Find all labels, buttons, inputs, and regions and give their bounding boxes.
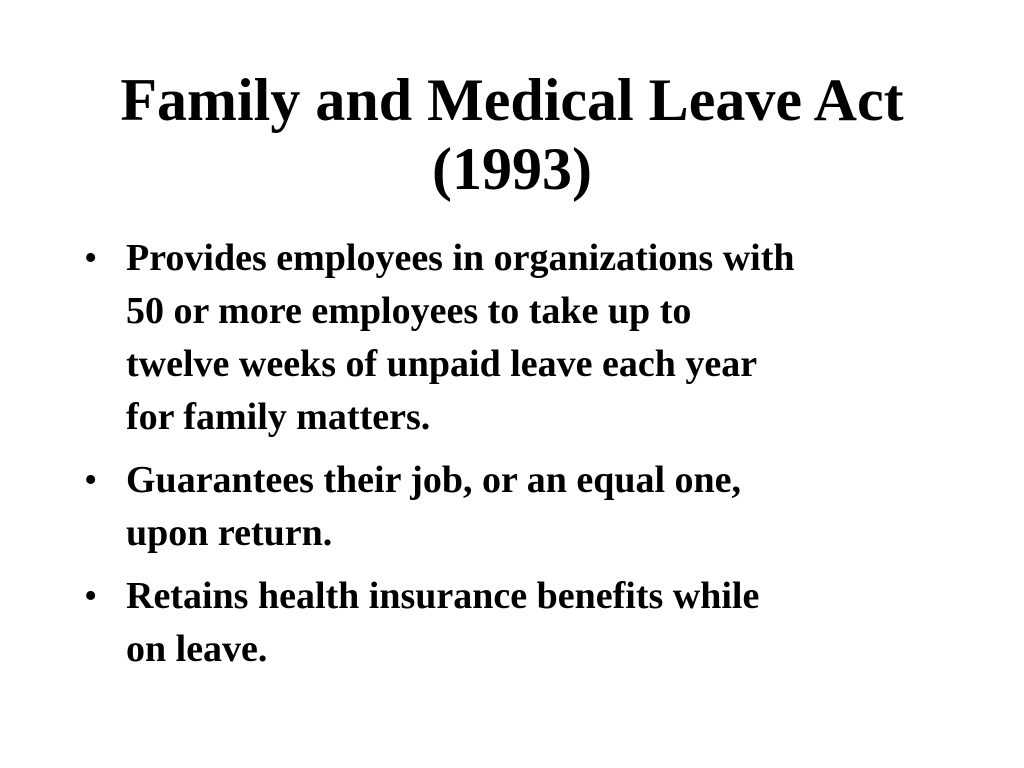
bullet-text — [126, 232, 964, 444]
slide-title — [60, 66, 964, 204]
title-line: Family and Medical Leave Act — [120, 67, 904, 133]
bullet-line: on leave. — [126, 628, 268, 670]
bullet-item — [84, 232, 964, 444]
bullet-line: 50 or more employees to take up to — [126, 290, 692, 332]
bullet-text — [126, 454, 964, 560]
bullet-item — [84, 570, 964, 676]
bullet-line: upon return. — [126, 512, 333, 554]
bullet-text — [126, 570, 964, 676]
bullet-item — [84, 454, 964, 560]
bullet-line: Retains health insurance benefits while — [126, 575, 760, 617]
bullet-line: twelve weeks of unpaid leave each year — [126, 343, 758, 385]
title-line: (1993) — [432, 136, 592, 202]
bullet-marker: • — [84, 237, 98, 279]
bullet-line: for family matters. — [126, 396, 431, 438]
bullet-line: Guarantees their job, or an equal one, — [126, 459, 742, 501]
bullet-marker: • — [84, 575, 98, 617]
bullet-list — [84, 232, 964, 686]
bullet-marker: • — [84, 459, 98, 501]
bullet-line: Provides employees in organizations with — [126, 237, 795, 279]
